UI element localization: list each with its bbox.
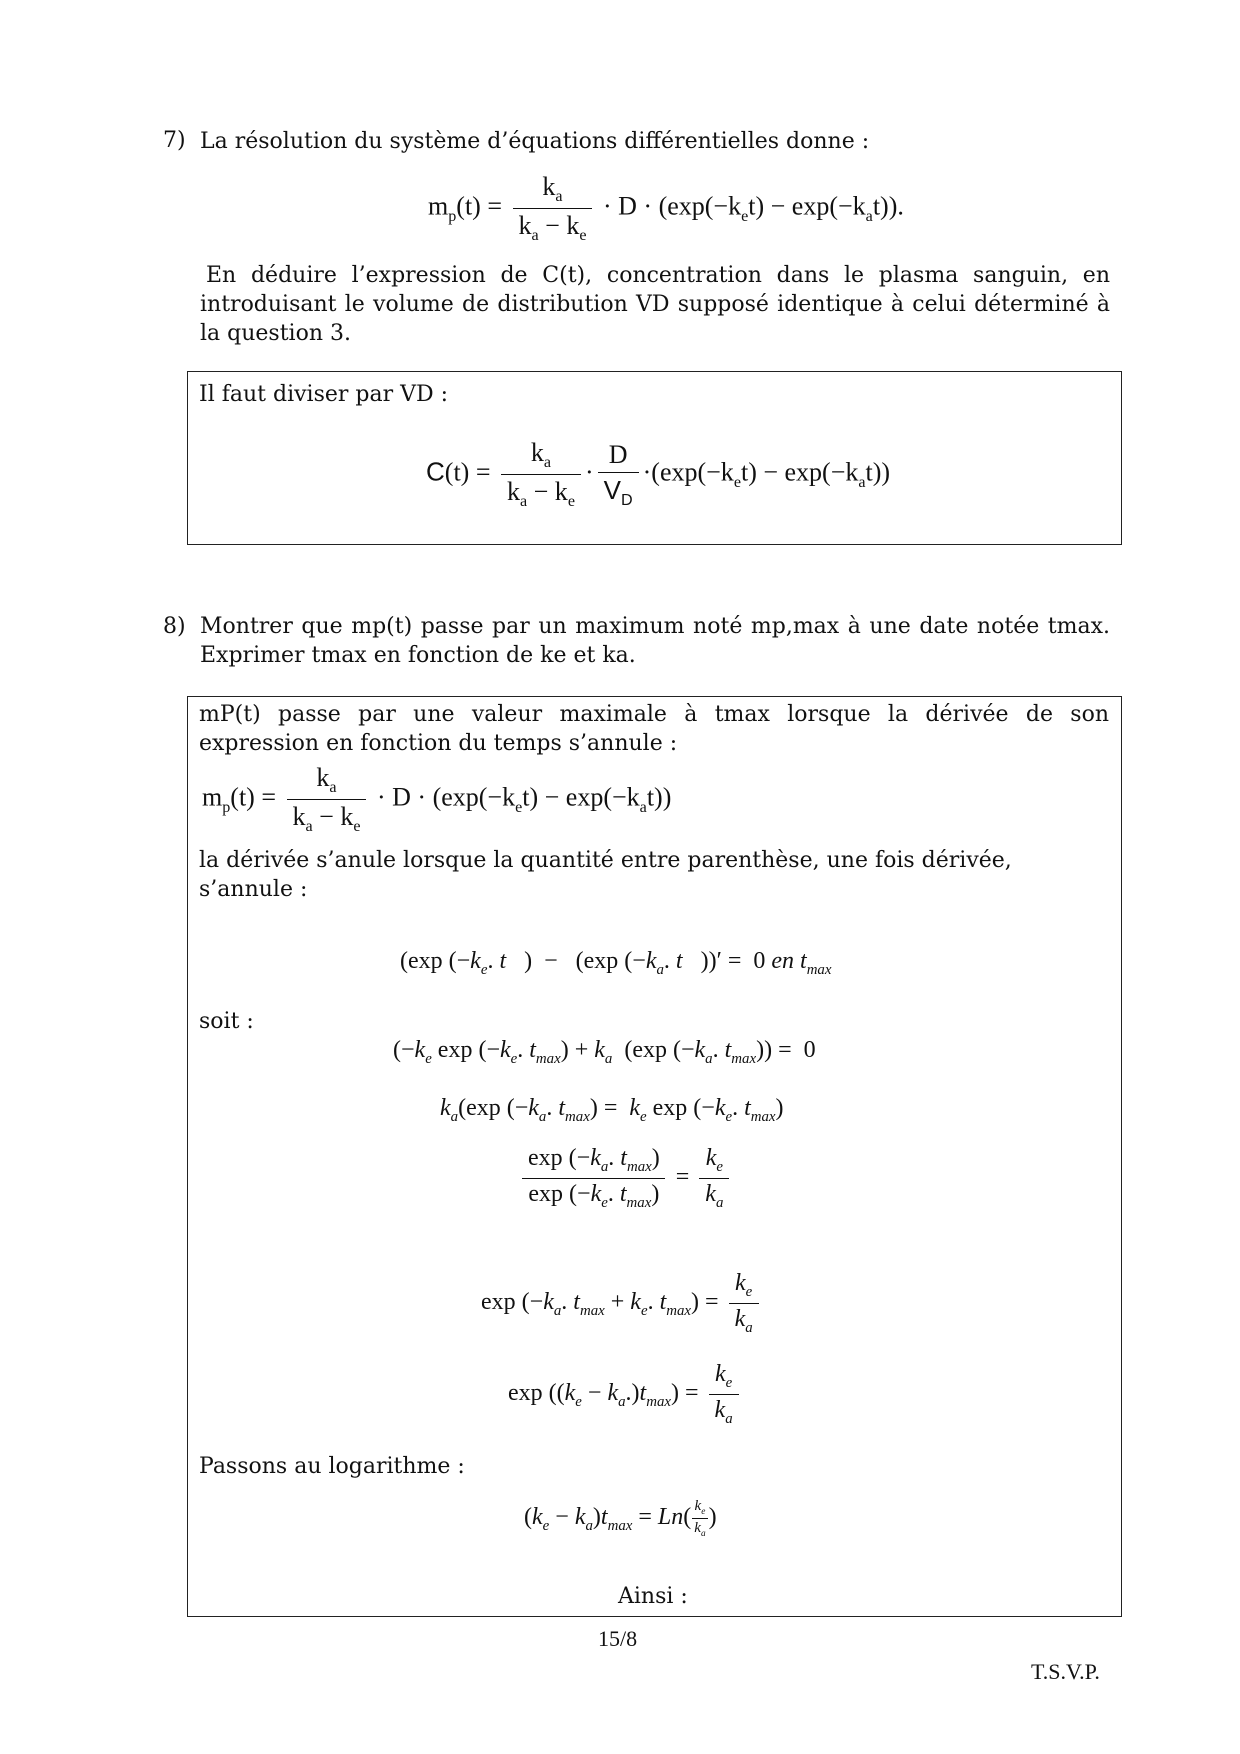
q7-question: En déduire l’expression de C(t), concentration dans le plasma sanguin, en introduisant le volume de distribution VD supposé identique à celui déterminé à la question 3.	[200, 263, 1110, 346]
q8-question: Montrer que mp(t) passe par un maximum noté mp,max à une date notée tmax. Exprimer tmax en fonction de ke et ka.	[200, 614, 1110, 668]
q8-number: 8)	[163, 614, 186, 639]
q7-intro: La résolution du système d’équations différentielles donne :	[200, 129, 870, 154]
q8-answer-box	[187, 696, 1122, 1617]
tsvp-note: T.S.V.P.	[1031, 1659, 1100, 1684]
q8-equation-mp: $m_p(t)$ = $\frac{k_a}{k_a - k_e}$ · $D \cdot (\exp(-k_et) - \exp(-k_at))$	[202, 763, 672, 836]
eq-step1: ($-k_e$ $\exp (-k_e$. $t_{max}) + k_a$ (exp ($-k_a$. $t_{max})) = 0$	[393, 1037, 816, 1067]
eq-step5: $\exp ((k_e - k_a.)t_{max})$ = $\frac{k_e}{k_a}$	[508, 1361, 743, 1428]
page-number: 15/8	[598, 1626, 638, 1651]
q8-soit: soit :	[199, 1009, 254, 1034]
eq-step2: $k_a(\exp$ ($-k_a$. $t_{max}) = k_e$ $\exp (-k_e$. $t_{max}$)	[440, 1095, 784, 1125]
q8-answer-line1: mP(t) passe par une valeur maximale à tmax lorsque la dérivée de son expression en fonction du temps s’annule :	[199, 702, 1109, 756]
q8-ainsi: Ainsi :	[618, 1584, 688, 1609]
eq-step6: $(k_e - k_a)t_{max} = Ln$( $\frac{k_e}{k_a}$ )	[524, 1498, 717, 1539]
q7-answer-box	[187, 371, 1122, 545]
eq-derivative-zero: (exp ($-k_e$. t ) − (exp ($-k_a$. t ))′ = 0 en $t_{max}$	[400, 948, 832, 978]
q7-equation-c: C(t) = $\frac{k_a}{k_a - k_e}$ · $\frac{D}{V_D}$ $\cdot(\exp(-k_et) - \exp(-k_at))$	[426, 438, 891, 511]
eq-step3: $\frac{\exp (-k_a. t_{max})}{\exp (-k_e. t_{max})}$ = $\frac{k_e}{k_a}$	[518, 1145, 733, 1212]
q7-answer-label: Il faut diviser par VD :	[199, 382, 449, 407]
q8-passons: Passons au logarithme :	[199, 1454, 465, 1479]
eq-step4: $\exp (-k_a$. $t_{max} + k_e$. $t_{max}$) = $\frac{k_e}{k_a}$	[481, 1270, 763, 1337]
q7-equation-mp: $m_p(t)$ = $\frac{k_a}{k_a - k_e}$ · $D \cdot (\exp(-k_et) - \exp(-k_at))$.	[428, 172, 904, 245]
q8-derivative-note: la dérivée s’anule lorsque la quantité entre parenthèse, une fois dérivée, s’annule :	[199, 848, 1012, 902]
q7-number: 7)	[163, 128, 186, 153]
